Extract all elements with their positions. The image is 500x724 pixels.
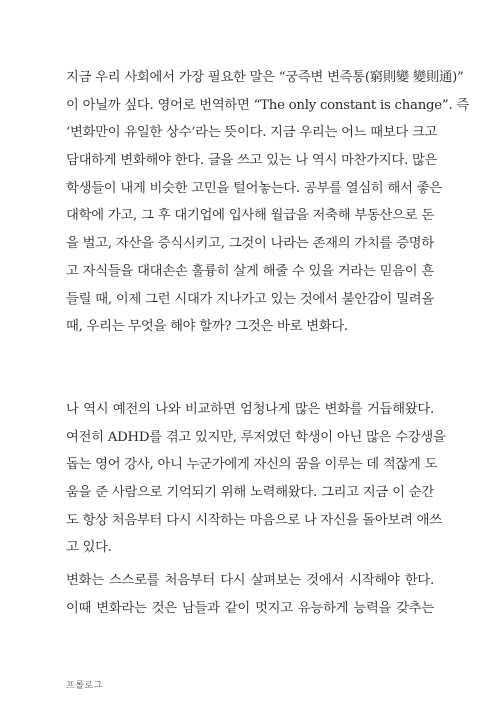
text-line: 담대하게 변화해야 한다. 글을 쓰고 있는 나 역시 마찬가지다. 많은	[66, 153, 438, 169]
text-line: 움을 준 사람으로 기억되기 위해 노력해왔다. 그리고 지금 이 순간	[66, 485, 434, 501]
text-line: 나 역시 예전의 나와 비교하면 엄청나게 많은 변화를 거듭해왔다.	[66, 402, 434, 417]
text-line: ‘변화만이 유일한 상수’라는 뜻이다. 지금 우리는 어느 때보다 크고	[66, 125, 438, 141]
text-line: 때, 우리는 무엇을 해야 할까? 그것은 바로 변화다.	[66, 319, 348, 335]
text-line: 고 있다.	[66, 540, 112, 556]
running-footer-section-label: 프롤로그	[66, 681, 103, 691]
text-line: 이때 변화라는 것은 남들과 같이 멋지고 유능하게 능력을 갖추는	[66, 600, 434, 616]
text-line: 고 자식들을 대대손손 훌륭히 살게 해줄 수 있을 거라는 믿음이 흔	[66, 263, 434, 279]
paragraph-1	[66, 64, 470, 341]
text-line: 을 벌고, 자산을 증식시키고, 그것이 나라는 존재의 가치를 증명하	[66, 236, 434, 252]
text-line: 변화는 스스로를 처음부터 다시 살펴보는 것에서 시작해야 한다.	[66, 573, 434, 588]
text-line: 대학에 가고, 그 후 대기업에 입사해 월급을 저축해 부동산으로 돈	[66, 208, 434, 224]
text-line: 돕는 영어 강사, 아니 누군가에게 자신의 꿈을 이루는 데 적잖게 도	[66, 457, 438, 473]
paragraph-3	[66, 567, 434, 622]
text-line: 학생들이 내게 비슷한 고민을 털어놓는다. 공부를 열심히 해서 좋은	[66, 180, 442, 196]
text-line: 도 항상 처음부터 다시 시작하는 마음으로 나 자신을 돌아보려 애쓰	[66, 512, 442, 528]
paragraph-2	[66, 396, 446, 562]
text-line: 여전히 ADHD를 겪고 있지만, 루저였던 학생이 아닌 많은 수강생을	[66, 429, 446, 445]
text-line: 지금 우리 사회에서 가장 필요한 말은 “궁즉변 변즉통(窮則變 變則通)”	[66, 70, 464, 85]
text-line: 들릴 때, 이제 그런 시대가 지나가고 있는 것에서 불안감이 밀려올	[66, 291, 434, 307]
text-line: 이 아닐까 싶다. 영어로 번역하면 “The only constant is change”. 즉	[66, 97, 470, 113]
